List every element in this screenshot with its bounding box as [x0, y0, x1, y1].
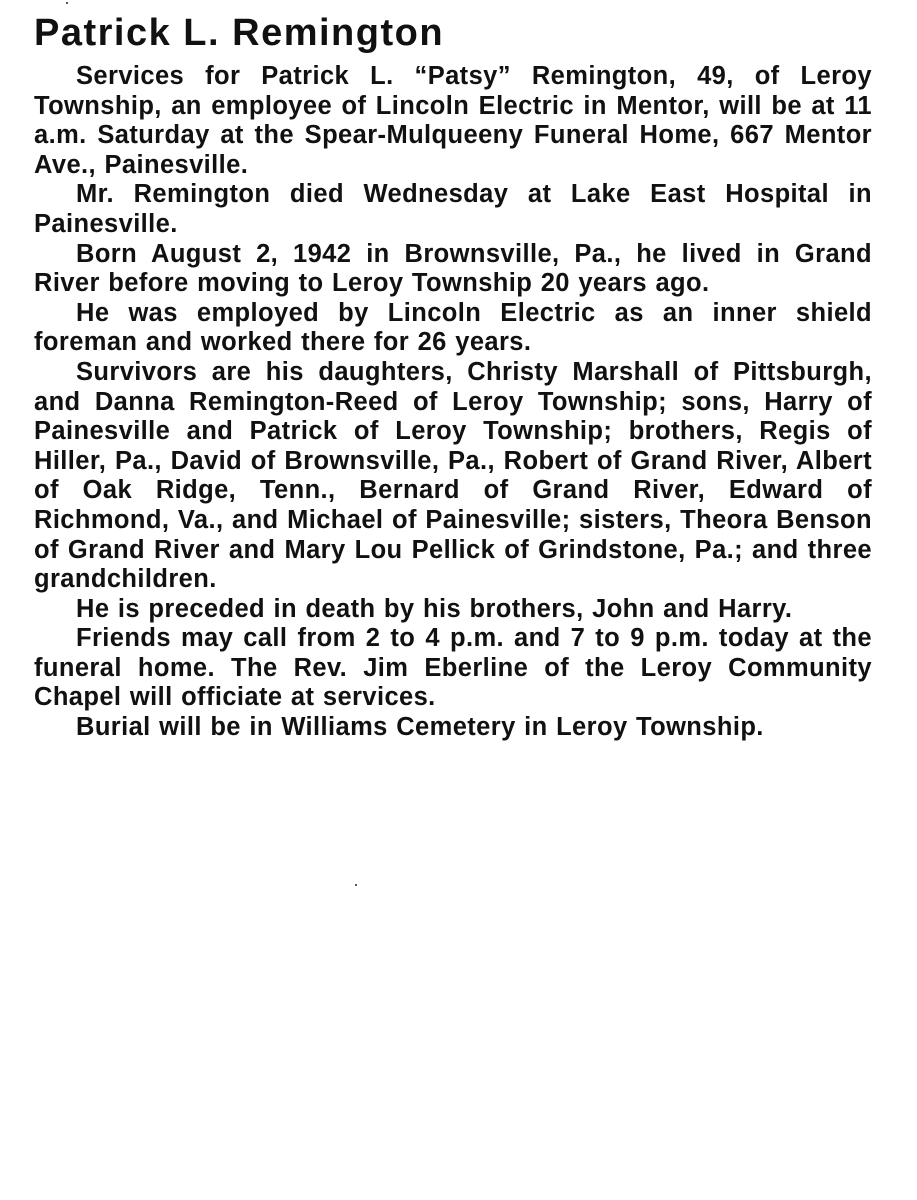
paragraph-services: Services for Patrick L. “Patsy” Remington, 49, of Leroy Township, an employee of Lincoln Electric in Mentor, will be at 11 a.m. Saturday at the Spear-Mulqueeny Funeral Home, 667 Mentor Ave., Painesville.	[34, 62, 872, 179]
paragraph-survivors: Survivors are his daughters, Christy Marshall of Pittsburgh, and Danna Remington-Reed of Leroy Township; sons, Harry of Painesville and Patrick of Leroy Township; brothers, Regis of Hiller, Pa., David of Brownsville, Pa., Robert of Grand River, Albert of Oak Ridge, Tenn., Bernard of Grand River, Edward of Richmond, Va., and Michael of Painesville; sisters, Theora Benson of Grand River and Mary Lou Pellick of Grindstone, Pa.; and three grandchildren.	[34, 357, 872, 594]
paragraph-biography: Born August 2, 1942 in Brownsville, Pa., he lived in Grand River before moving to Leroy Township 20 years ago.	[34, 239, 872, 298]
paragraph-death: Mr. Remington died Wednesday at Lake East Hospital in Painesville.	[34, 180, 872, 238]
paragraph-preceded: He is preceded in death by his brothers, John and Harry.	[76, 594, 793, 623]
obituary-clipping	[34, 10, 872, 743]
paragraph-calling-hours: Friends may call from 2 to 4 p.m. and 7 to 9 p.m. today at the funeral home. The Rev. Jim Eberline of the Leroy Community Chapel will officiate at services.	[34, 624, 872, 712]
paragraph-burial: Burial will be in Williams Cemetery in Leroy Township.	[76, 713, 764, 742]
obituary-headline: Patrick L. Remington	[34, 12, 445, 54]
paragraph-employment: He was employed by Lincoln Electric as an inner shield foreman and worked there for 26 years.	[34, 298, 872, 357]
scan-speck	[66, 2, 68, 4]
scan-speck	[355, 884, 357, 886]
